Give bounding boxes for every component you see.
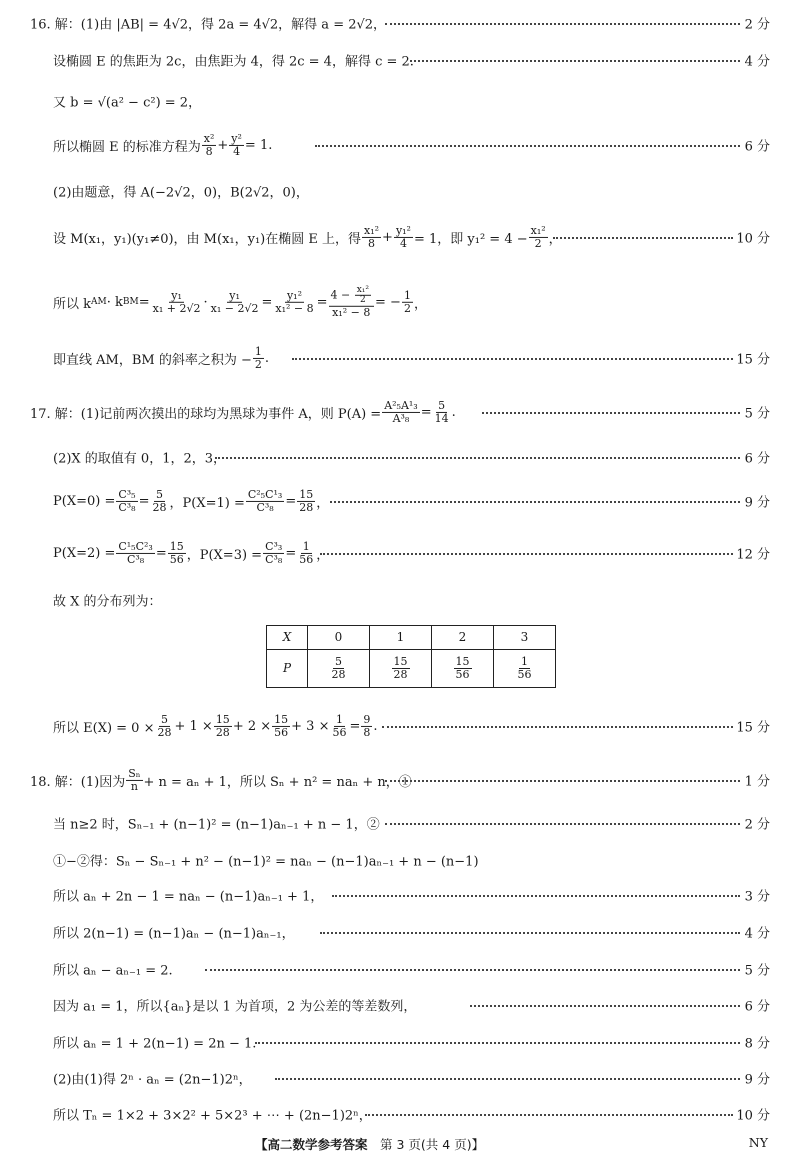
dot-leader [315,145,740,147]
dot-leader [365,1114,733,1116]
text-run: = 1，即 y₁² = 4 − [413,231,528,247]
text-run: 18. 解：(1)因为 [30,774,126,790]
solution-line [0,765,800,795]
text-run: = [420,404,432,420]
dot-leader [385,780,740,782]
solution-line [0,343,800,373]
line-text [53,851,479,870]
fraction: $\frac{\text{y₁}}{\text{x₁ + 2√2}}$ [152,288,201,315]
text-run: 所以 2(n−1) = (n−1)aₙ − (n−1)aₙ₋₁， [53,926,295,942]
solution-line [0,1027,800,1057]
x-value-2: 2 [432,626,494,650]
text-run: 所以 aₙ = 1 + 2(n−1) = 2n − 1. [53,1036,257,1052]
text-run: = [285,545,297,561]
text-run: 故 X 的分布列为： [53,594,162,610]
fraction: $\frac{9}{8}$ [363,712,371,739]
text-run: = [316,294,328,310]
solution-line [0,222,800,252]
fraction: $\frac{\text{C³₃}}{\text{C³₈}}$ [265,539,283,566]
fraction: $\frac{\text{y₁}}{\text{x₁ − 2√2}}$ [210,288,259,315]
text-run: ，P(X=3) = [186,547,263,563]
text-run: 因为 a₁ = 1，所以{aₙ}是以 1 为首项，2 为公差的等差数列， [53,999,417,1015]
text-run: + [217,137,229,153]
distribution-table [266,625,556,688]
solution-line [0,917,800,947]
fraction: $\frac{5}{28}$ [157,712,172,739]
p-value-2: $\frac{15}{56}$ [432,649,494,687]
text-run: 即直线 AM，BM 的斜率之积为 − [53,352,252,368]
text-run: = [349,718,361,734]
text-run: 4 − [330,288,354,302]
score-label: 9 分 [744,495,770,511]
fraction: $\frac{\text{y₁²}}{4}$ [395,223,411,250]
line-text [30,400,456,424]
fraction: $\frac{15}{56}$ [274,712,289,739]
dot-leader [332,895,740,897]
text-run: P(X=0) = [53,493,116,509]
solution-line [0,845,800,875]
dot-leader [320,553,733,555]
fraction: $\frac{1}{2}$ [403,288,411,315]
dot-leader [382,726,733,728]
fraction: $\frac{\text{C³₅}}{\text{C³₈}}$ [118,487,136,514]
fraction: $\frac{15}{28}$ [215,712,230,739]
score-label: 12 分 [736,547,770,563]
line-text [53,1069,252,1088]
dot-leader [320,932,740,934]
fraction: $\frac{\text{A²₅A¹₃}}{\text{A³₈}}$ [384,398,418,425]
score-label: 10 分 [736,1108,770,1124]
fraction: $\frac{1}{56}$ [332,712,347,739]
solution-line [0,585,800,615]
dot-leader [275,1078,740,1080]
line-text [53,814,380,833]
table-row-x [267,626,556,650]
text-run: = [155,545,167,561]
text-run: ①−②得：Sₙ − Sₙ₋₁ + n² − (n−1)² = naₙ − (n−1)aₙ₋₁ + n − (n−1) [53,854,479,870]
text-run: = [285,493,297,509]
p-value-0: $\frac{5}{28}$ [308,649,370,687]
solution-line [0,990,800,1020]
line-text [53,182,309,201]
text-run: . [373,718,378,734]
text-run: = [261,294,273,310]
fraction: $\frac{1}{56}$ [299,539,314,566]
solution-line [0,86,800,116]
p-value-1: $\frac{15}{28}$ [370,649,432,687]
fraction: $\frac{\text{Sₙ}}{n}$ [128,766,141,793]
score-label: 3 分 [744,889,770,905]
line-text [53,996,416,1015]
solution-line [0,442,800,472]
text-run: 所以椭圆 E 的标准方程为 [53,139,201,155]
solution-line [0,1063,800,1093]
text-run: + 1 × [174,718,213,734]
solution-line [0,1099,800,1129]
dot-leader [410,60,740,62]
score-label: 10 分 [736,231,770,247]
solution-line [0,130,800,160]
solution-line [0,176,800,206]
line-text [53,448,226,467]
text-run: . [264,350,269,366]
line-text [53,1105,372,1124]
score-label: 5 分 [744,406,770,422]
score-label: 6 分 [744,139,770,155]
fraction: 4 − $\frac{\text{x₁²}}{2}$ x₁² − 8 [329,286,375,318]
text-run: (2)由(1)得 2ⁿ · aₙ = (2n−1)2ⁿ， [53,1072,252,1088]
score-label: 6 分 [744,451,770,467]
solution-line [0,538,800,568]
fraction: $\frac{\text{x₁²}}{2}$ [530,223,546,250]
fraction: $\frac{\text{x₁²}}{2}$ [356,284,370,306]
dot-leader [470,1005,740,1007]
text-run: + 2 × [232,718,272,734]
score-label: 5 分 [744,963,770,979]
text-run: = [138,294,150,310]
x-value-0: 0 [308,626,370,650]
dot-leader [292,358,733,360]
dot-leader [215,457,740,459]
table-header-x: X [267,626,308,650]
solution-line [0,880,800,910]
line-text [53,92,201,111]
text-run: 所以 aₙ − aₙ₋₁ = 2. [53,963,173,979]
line-text [53,225,562,249]
table-row-p [267,649,556,687]
fraction: $\frac{15}{28}$ [299,487,314,514]
text-run: = − [375,294,401,310]
text-run: 设椭圆 E 的焦距为 2c，由焦距为 4，得 2c = 4，解得 c = 2. [53,54,414,70]
dot-leader [482,412,740,414]
line-text [53,133,272,157]
solution-line [0,954,800,984]
fraction: $\frac{5}{28}$ [152,487,167,514]
dot-leader [553,237,733,239]
line-text [53,923,295,942]
text-run: 16. 解：(1)由 |AB| = 4√2，得 2a = 4√2，解得 a = 2√2， [30,17,387,33]
solution-line [0,711,800,741]
footer-code: NY [748,1135,768,1150]
solution-line [0,808,800,838]
score-label: 1 分 [744,774,770,790]
page-footer [0,1131,800,1157]
dot-leader [330,501,740,503]
text-run: 所以 Tₙ = 1×2 + 3×2² + 5×2³ + ⋯ + (2n−1)2ⁿ， [53,1108,372,1124]
text-run: ， [316,495,330,511]
fraction: $\frac{\text{x₁²}}{8}$ [364,223,380,250]
score-label: 15 分 [736,352,770,368]
dot-leader [385,23,740,25]
text-run: ， [413,296,427,312]
fraction: $\frac{\text{C²₅C¹₃}}{\text{C³₈}}$ [247,487,283,514]
text-run: ， [316,547,330,563]
score-label: 6 分 [744,999,770,1015]
line-text [53,286,427,318]
text-run: . [451,404,456,420]
text-run: · [203,294,208,310]
text-run: + n = aₙ + 1，所以 Sₙ + n² = naₙ + n，① [143,774,412,790]
fraction: $\frac{\text{y²}}{4}$ [231,131,242,158]
text-run: = [138,493,150,509]
text-run: (2)X 的取值有 0，1，2，3， [53,451,227,467]
fraction: $\frac{15}{56}$ [169,539,184,566]
text-run: = 1. [244,137,273,153]
text-run: 所以 E(X) = 0 × [53,720,155,736]
fraction: $\frac{5}{14}$ [434,398,449,425]
score-label: 2 分 [744,817,770,833]
line-text [53,346,269,370]
score-label: 15 分 [736,720,770,736]
line-text [53,591,162,610]
solution-line [0,45,800,75]
solution-line [0,397,800,427]
x-value-3: 3 [494,626,556,650]
solution-line [0,284,800,319]
text-run: 所以 aₙ + 2n − 1 = naₙ − (n−1)aₙ₋₁ + 1， [53,889,324,905]
line-text [53,489,329,513]
text-run: · k [106,294,123,310]
fraction: $\frac{\text{y₁²}}{\text{x₁² − 8}}$ [275,288,314,315]
score-label: 9 分 [744,1072,770,1088]
score-label: 4 分 [744,926,770,942]
score-label: 8 分 [744,1036,770,1052]
fraction: $\frac{\text{x²}}{8}$ [203,131,215,158]
dot-leader [385,823,740,825]
line-text [53,541,329,565]
line-text [30,14,386,33]
footer-title: 【高二数学参考答案 第 3 页(共 4 页)】 [255,1137,485,1152]
subscript: AM [91,296,107,307]
text-run: 又 b = √(a² − c²) = 2， [53,95,202,111]
text-run: (2)由题意，得 A(−2√2，0)，B(2√2，0)， [53,185,309,201]
score-label: 2 分 [744,17,770,33]
fraction: $\frac{\text{C¹₅C²₃}}{\text{C³₈}}$ [118,539,153,566]
text-run: 当 n≥2 时，Sₙ₋₁ + (n−1)² = (n−1)aₙ₋₁ + n − 1，② [53,817,380,833]
x-value-1: 1 [370,626,432,650]
text-run: + [382,229,393,245]
table-header-p: P [267,649,308,687]
text-run: + 3 × [291,718,330,734]
solution-line [0,8,800,38]
text-run: 设 M(x₁，y₁)(y₁≠0)，由 M(x₁，y₁)在椭圆 E 上，得 [53,231,361,247]
line-text [53,886,323,905]
text-run: 所以 k [53,296,92,312]
line-text [53,714,378,738]
text-run: P(X=2) = [53,545,116,561]
text-run: ， [548,231,562,247]
solution-line [0,486,800,516]
dot-leader [255,1042,740,1044]
line-text [53,1033,256,1052]
line-text [30,768,412,792]
line-text [53,51,414,70]
score-label: 4 分 [744,54,770,70]
text-run: ，P(X=1) = [169,495,245,511]
subscript: BM [122,296,139,307]
line-text [53,960,173,979]
dot-leader [205,969,740,971]
fraction: $\frac{1}{2}$ [254,344,262,371]
p-value-3: $\frac{1}{56}$ [494,649,556,687]
text-run: 17. 解：(1)记前两次摸出的球均为黑球为事件 A，则 P(A) = [30,406,382,422]
